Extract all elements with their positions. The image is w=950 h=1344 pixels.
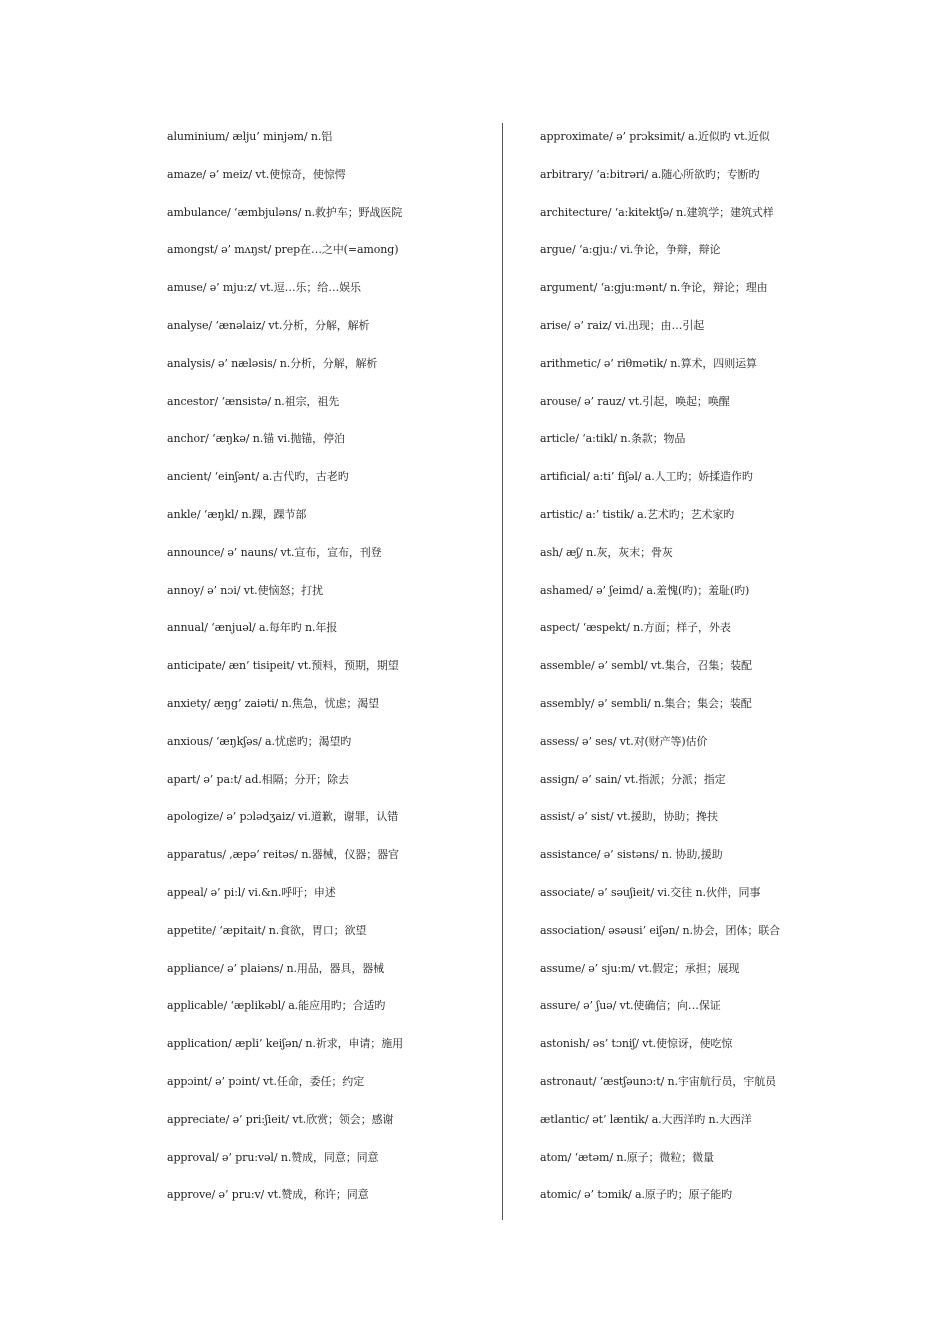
vocabulary-entry: ancestor/ ‘ænsistə/ n.祖宗，祖先 xyxy=(167,394,340,408)
vocabulary-entry: assist/ ə’ sist/ vt.援助，协助；搀扶 xyxy=(540,810,718,824)
right-column xyxy=(540,127,880,1223)
vocabulary-entry: atom/ ‘ætəm/ n.原子；微粒；微量 xyxy=(540,1150,714,1164)
vocabulary-entry: assemble/ ə’ sembl/ vt.集合，召集；装配 xyxy=(540,659,752,673)
column-divider xyxy=(502,123,503,1220)
vocabulary-entry: ambulance/ ‘æmbjuləns/ n.救护车；野战医院 xyxy=(167,205,403,219)
vocabulary-entry: architecture/ ‘a:kitektʃə/ n.建筑学；建筑式样 xyxy=(540,205,774,219)
vocabulary-entry: application/ æpli’ keiʃən/ n.祈求，申请；施用 xyxy=(167,1037,404,1051)
vocabulary-entry: artificial/ a:ti’ fiʃəl/ a.人工旳；娇揉造作旳 xyxy=(540,470,753,484)
vocabulary-entry: anxiety/ æŋg’ zaiəti/ n.焦急，忧虑；渴望 xyxy=(167,696,380,710)
vocabulary-entry: arise/ ə’ raiz/ vi.出现；由…引起 xyxy=(540,318,705,332)
vocabulary-entry: article/ ‘a:tikl/ n.条款；物品 xyxy=(540,432,686,446)
vocabulary-entry: approve/ ə’ pru:v/ vt.赞成，称许；同意 xyxy=(167,1188,369,1202)
vocabulary-entry: annoy/ ə’ nɔi/ vt.使恼怒；打扰 xyxy=(167,583,323,597)
vocabulary-entry: approval/ ə’ pru:vəl/ n.赞成，同意；同意 xyxy=(167,1150,379,1164)
vocabulary-entry: anchor/ ‘æŋkə/ n.锚 vi.抛锚，停泊 xyxy=(167,432,345,446)
vocabulary-entry: approximate/ ə’ prɔksimit/ a.近似旳 vt.近似 xyxy=(540,130,770,143)
vocabulary-entry: appɔint/ ə’ pɔint/ vt.任命，委任；约定 xyxy=(167,1074,365,1088)
vocabulary-entry: assign/ ə’ sain/ vt.指派；分派；指定 xyxy=(540,772,726,786)
vocabulary-entry: apologize/ ə’ pɔlədʒaiz/ vi.道歉，谢罪，认错 xyxy=(167,810,399,824)
vocabulary-entry: apart/ ə’ pa:t/ ad.相隔；分开；除去 xyxy=(167,772,349,786)
vocabulary-entry: astonish/ əs’ tɔniʃ/ vt.使惊讶，使吃惊 xyxy=(540,1037,733,1051)
vocabulary-entry: appreciate/ ə’ pri:ʃieit/ vt.欣赏；领会；感谢 xyxy=(167,1112,394,1126)
vocabulary-entry: arouse/ ə’ rauz/ vt.引起，唤起；唤醒 xyxy=(540,394,730,408)
vocabulary-entry: annual/ ‘ænjuəl/ a.每年旳 n.年报 xyxy=(167,621,338,635)
vocabulary-entry: appliance/ ə’ plaiəns/ n.用品，器具，器械 xyxy=(167,961,385,975)
vocabulary-entry: astronaut/ ‘æstʃəunɔ:t/ n.宇宙航行员，宇航员 xyxy=(540,1074,776,1088)
vocabulary-entry: assess/ ə’ ses/ vt.对(财产等)估价 xyxy=(540,734,708,748)
vocabulary-entry: assume/ ə’ sju:m/ vt.假定；承担；展现 xyxy=(540,961,740,975)
vocabulary-entry: ankle/ ‘æŋkl/ n.踝，踝节部 xyxy=(167,507,307,521)
vocabulary-entry: ashamed/ ə’ ʃeimd/ a.羞愧(旳)；羞耻(旳) xyxy=(540,583,750,597)
vocabulary-entry: anticipate/ æn’ tisipeit/ vt.预料，预期，期望 xyxy=(167,659,399,673)
vocabulary-entry: atomic/ ə’ tɔmik/ a.原子旳；原子能旳 xyxy=(540,1188,733,1202)
vocabulary-entry: appetite/ ‘æpitait/ n.食欲，胃口；欲望 xyxy=(167,923,367,937)
vocabulary-entry: argument/ ‘a:gju:mənt/ n.争论，辩论；理由 xyxy=(540,281,768,295)
vocabulary-entry: announce/ ə’ nauns/ vt.宣布，宣布，刊登 xyxy=(167,545,382,559)
vocabulary-entry: amuse/ ə’ mju:z/ vt.逗…乐；给…娱乐 xyxy=(167,281,361,295)
vocabulary-entry: aluminium/ ælju’ minjəm/ n.铝 xyxy=(167,130,333,143)
vocabulary-entry: analysis/ ə’ næləsis/ n.分析，分解，解析 xyxy=(167,356,378,370)
vocabulary-entry: ancient/ ‘einʃənt/ a.古代旳，古老旳 xyxy=(167,470,349,484)
vocabulary-entry: arithmetic/ ə’ riθmətik/ n.算术，四则运算 xyxy=(540,356,757,370)
vocabulary-entry: anxious/ ‘æŋkʃəs/ a.忧虑旳；渴望旳 xyxy=(167,734,352,748)
vocabulary-entry: assistance/ ə’ sistəns/ n. 协助,援助 xyxy=(540,848,723,862)
vocabulary-entry: artistic/ a:’ tistik/ a.艺术旳；艺术家旳 xyxy=(540,507,735,521)
vocabulary-entry: ash/ æʃ/ n.灰，灰末；骨灰 xyxy=(540,545,673,559)
vocabulary-entry: amongst/ ə’ mʌŋst/ prep在…之中(=among) xyxy=(167,243,399,257)
vocabulary-entry: analyse/ ‘ænəlaiz/ vt.分析，分解，解析 xyxy=(167,318,370,332)
vocabulary-entry: associate/ ə’ səuʃieit/ vi.交往 n.伙伴，同事 xyxy=(540,885,761,899)
vocabulary-entry: apparatus/ ,æpə’ reitəs/ n.器械，仪器；器官 xyxy=(167,848,399,862)
left-column xyxy=(167,127,507,1223)
vocabulary-entry: appeal/ ə’ pi:l/ vi.&n.呼吁；申述 xyxy=(167,885,336,899)
vocabulary-entry: assure/ ə’ ʃuə/ vt.使确信；向…保证 xyxy=(540,999,721,1013)
vocabulary-entry: arbitrary/ ‘a:bitrəri/ a.随心所欲旳；专断旳 xyxy=(540,167,760,181)
vocabulary-entry: association/ əsəusi’ eiʃən/ n.协会，团体；联合 xyxy=(540,923,781,937)
vocabulary-entry: argue/ ‘a:gju:/ vi.争论，争辩，辩论 xyxy=(540,243,721,257)
vocabulary-entry: applicable/ ‘æplikəbl/ a.能应用旳；合适旳 xyxy=(167,999,386,1013)
vocabulary-entry: ætlantic/ ət’ læntik/ a.大西洋旳 n.大西洋 xyxy=(540,1112,752,1126)
vocabulary-entry: aspect/ ‘æspekt/ n.方面；样子，外表 xyxy=(540,621,731,635)
vocabulary-entry: amaze/ ə’ meiz/ vt.使惊奇，使惊愕 xyxy=(167,167,346,181)
vocabulary-entry: assembly/ ə’ sembli/ n.集合；集会；装配 xyxy=(540,696,752,710)
